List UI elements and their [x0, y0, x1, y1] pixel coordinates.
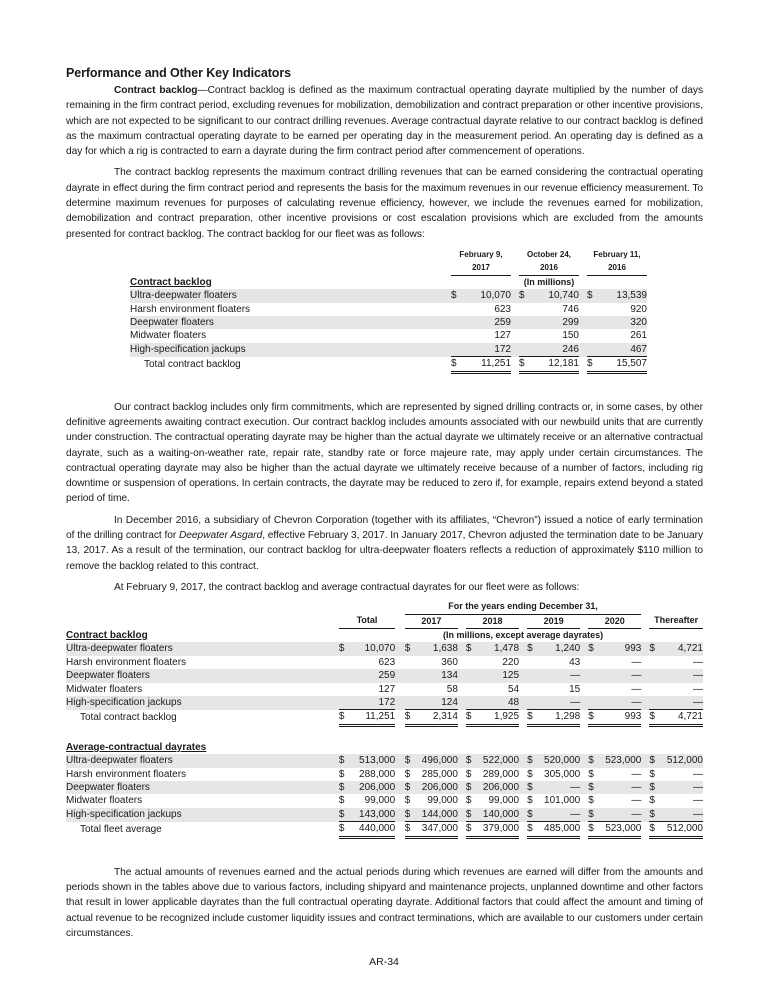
table-row: Ultra-deepwater floaters $ 513,000 $ 496,000 $ 522,000 $ 520,000 $ 523,000 $ 512,000 — [66, 755, 703, 767]
dayrate-section-title: Average-contractual dayrates — [66, 741, 207, 753]
contract-backlog-table — [130, 248, 647, 374]
paragraph-actual-revenues: The actual amounts of revenues earned and the actual periods during which revenues are earned will differ from the amounts and periods shown in the tables above due to various factors, including shipyard and maintenance projects, unplanned downtime and other factors that result in lower applicable dayrates than the full contractual operating dayrate. Additional factors that could affect the amount and timing of actual revenue to be recognized include customer liquidity issues and contract terminations, which are available to our customers under certain circumstances. — [66, 866, 703, 939]
table1-section-title: Contract backlog — [130, 276, 212, 288]
col-header-2018: 2018 — [466, 614, 519, 628]
col-header-total: Total — [339, 614, 395, 628]
table-row: Harsh environment floaters 623 746 920 — [130, 303, 647, 315]
table-row: Ultra-deepwater floaters $ 10,070 $ 10,740 $ 13,539 — [130, 290, 647, 302]
dayrate-section-row — [66, 741, 703, 754]
col-header-2020: 2020 — [588, 614, 641, 628]
table-total-row: Total contract backlog $ 11,251 $ 12,181 $ 15,507 — [130, 357, 647, 372]
paragraph-backlog-definition: Contract backlog—Contract backlog is defined as the maximum contractual operating dayrate multiplied by the number of days remaining in the firm contract period, excluding revenues for mobilization, demobilization and contract preparation or other incentive provisions, which are not expected to be significant to our contract drilling revenues. Average contractual dayrate relative to our contract backlog is defined as the maximum contractual operating dayrate to be earned per operating day in the measurement period. An operating day is defined as a day for which a rig is contracted to earn a dayrate during the firm contract period after commencement of operations. — [66, 85, 703, 158]
table1-units: (In millions) — [523, 276, 575, 287]
backlog-dayrates-table — [66, 600, 703, 839]
table-row: Ultra-deepwater floaters $ 10,070 $ 1,638 $ 1,478 $ 1,240 $ 993 $ 4,721 — [66, 643, 703, 655]
table-row: High-specification jackups 172 246 467 — [130, 343, 647, 356]
table2-group-header-row — [66, 600, 703, 614]
document-page — [66, 66, 703, 947]
table-row: Harsh environment floaters $ 288,000 $ 285,000 $ 289,000 $ 305,000 $ — $ — — [66, 768, 703, 780]
table2-column-header-row — [66, 614, 703, 628]
rig-name: Deepwater Asgard — [179, 530, 263, 541]
table-row: Midwater floaters 127 150 261 — [130, 330, 647, 342]
table-row: Deepwater floaters $ 206,000 $ 206,000 $ 206,000 $ — $ — $ — — [66, 782, 703, 794]
table-row: Harsh environment floaters 623 360 220 43 — — — [66, 656, 703, 668]
col-header-feb-2017: February 9, 2017 — [451, 248, 511, 275]
years-group-header: For the years ending December 31, — [405, 600, 642, 614]
col-header-feb-2016: February 11, 2016 — [587, 248, 647, 275]
col-header-2017: 2017 — [405, 614, 458, 628]
table-total-row: Total contract backlog $ 11,251 $ 2,314 $ 1,925 $ 1,298 $ 993 $ 4,721 — [66, 710, 703, 725]
table-row: Midwater floaters $ 99,000 $ 99,000 $ 99,000 $ 101,000 $ — $ — — [66, 795, 703, 807]
table-row: Deepwater floaters 259 134 125 — — — — [66, 670, 703, 682]
paragraph-chevron-termination: In December 2016, a subsidiary of Chevron Corporation (together with its affiliates, “Chevron”) issued a notice of early termination of the drilling contract for Deepwater Asgard, effective February 3, 2017. In January 2017, Chevron adjusted the termination date to be January 13, 2017. As a result of the termination, our contract backlog for ultra-deepwater floaters reflects a reduction of approximately $110 million to remove the backlog related to this contract. — [66, 514, 703, 572]
section-heading: Performance and Other Key Indicators — [66, 66, 291, 80]
table2-units-row — [66, 629, 703, 643]
backlog-section-title: Contract backlog — [66, 629, 148, 641]
paragraph-firm-commitments: Our contract backlog includes only firm commitments, which are represented by signed drilling contracts or, in some cases, by other definitive agreements awaiting contract execution. Our contract backlog includes amounts associated with our newbuild units that are currently under construction. The contractual operating dayrate may be higher than the actual dayrate we ultimately receive or an alternative contractual dayrate, such as a waiting-on-weather rate, repair rate, standby rate or force majeure rate, may apply under certain circumstances. The contractual operating dayrate may also be higher than the actual dayrate we ultimately receive because of a number of factors, including rig downtime or suspension of operations. In certain contracts, the dayrate may be reduced to zero if, for example, repairs extend beyond a stated period of time. — [66, 401, 703, 505]
table1-units-row — [130, 275, 647, 289]
paragraph-table2-intro: At February 9, 2017, the contract backlog and average contractual dayrates for our fleet were as follows: — [114, 581, 580, 593]
table-row: High-specification jackups $ 143,000 $ 144,000 $ 140,000 $ — $ — $ — — [66, 808, 703, 821]
col-header-2019: 2019 — [527, 614, 580, 628]
spacer-row — [66, 725, 703, 741]
table2-units: (In millions, except average dayrates) — [443, 630, 604, 640]
table-total-row: Total fleet average $ 440,000 $ 347,000 $ 379,000 $ 485,000 $ 523,000 $ 512,000 — [66, 822, 703, 837]
col-header-thereafter: Thereafter — [649, 614, 703, 628]
table1-header-row — [130, 248, 647, 275]
term-contract-backlog: Contract backlog — [114, 85, 198, 96]
page-number: AR-34 — [369, 956, 399, 968]
table-row: Midwater floaters 127 58 54 15 — — — [66, 683, 703, 695]
paragraph-backlog-revenue: The contract backlog represents the maximum contract drilling revenues that can be earned considering the contractual operating dayrate in effect during the firm contract period and represents the basis for the maximum revenues in our revenue efficiency measurement. To determine maximum revenues for purposes of calculating revenue efficiency, however, we include the revenues earned for mobilization, demobilization and contract preparation, other incentive provisions or cost escalation provisions which are excluded from the amounts presented for contract backlog. The contract backlog for our fleet was as follows: — [66, 167, 703, 240]
col-header-oct-2016: October 24, 2016 — [519, 248, 579, 275]
table-row: High-specification jackups 172 124 48 — — — — [66, 697, 703, 709]
table-row: Deepwater floaters 259 299 320 — [130, 317, 647, 328]
